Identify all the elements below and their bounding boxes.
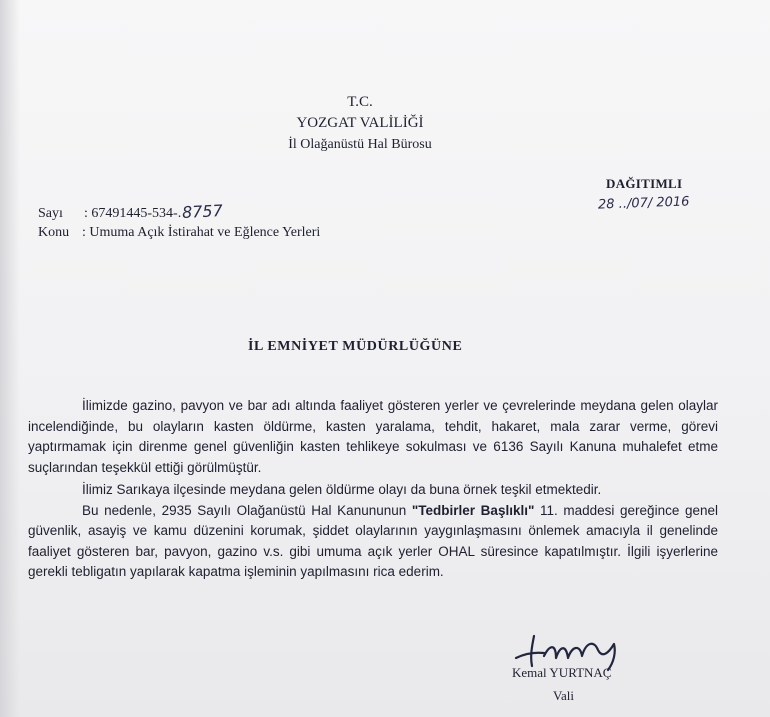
body-paragraph-2: İlimiz Sarıkaya ilçesinde meydana gelen öldürme olayı da buna örnek teşkil etmektedir.	[82, 482, 602, 497]
subject-line	[38, 225, 320, 241]
page-shadow-edge	[0, 0, 20, 717]
letter-body	[28, 396, 718, 583]
distribution-label: DAĞITIMLI	[606, 176, 683, 191]
letterhead-bureau: İl Olağanüstü Hal Bürosu	[288, 137, 432, 152]
signer-title: Vali	[553, 688, 574, 703]
p3-bold-text: "Tedbirler Başlıklı"	[411, 502, 535, 518]
konu-value: : Umuma Açık İstirahat ve Eğlence Yerleri	[82, 225, 321, 240]
letterhead-country: T.C.	[347, 94, 373, 110]
addressee-heading: İL EMNİYET MÜDÜRLÜĞÜNE	[248, 339, 463, 354]
sayi-value: : 67491445-534-.	[84, 206, 182, 221]
letterhead	[230, 92, 490, 155]
konu-label: Konu	[38, 225, 70, 240]
sayi-handwritten: 8757	[181, 200, 224, 223]
p3-text-before: Bu nedenle, 2935 Sayılı Olağanüstü Hal Kanununun	[82, 502, 412, 518]
reference-number	[38, 202, 223, 222]
handwritten-date: 28 ../07/ 2016	[597, 194, 690, 213]
signer-name: Kemal YURTNAÇ	[512, 665, 612, 680]
body-paragraph-1: İlimizde gazino, pavyon ve bar adı altında faaliyet gösteren yerler ve çevrelerinde meydana gelen olaylar incelendiğinde, bu olayların kasten öldürme, kasten yaralama, tehdit, hakaret, mala zarar verme, görevi yaptırmamak için direnme genel güvenliğin kasten tehlikeye sokulması ve 6136 Sayılı Kanuna muhalefet etme suçlarından teşekkül ettiği görülmüştür.	[28, 398, 718, 475]
p3-text-after: 11. maddesi gereğince genel güvenlik, asayiş ve kamu düzenini korumak, şiddet olaylarının yaygınlaşmasını önlemek amacıyla il genelinde faaliyet gösteren bar, pavyon, gazino v.s. gibi umuma açık yerler OHAL süresince kapatılmıştır. İlgili işyerlerine gerekli tebligatın yapılarak kapatma işleminin yapılmasını rica ederim.	[28, 502, 718, 579]
sayi-label: Sayı	[38, 206, 63, 221]
letterhead-office: YOZGAT VALİLİĞİ	[296, 115, 424, 131]
body-paragraph-3	[28, 501, 718, 583]
